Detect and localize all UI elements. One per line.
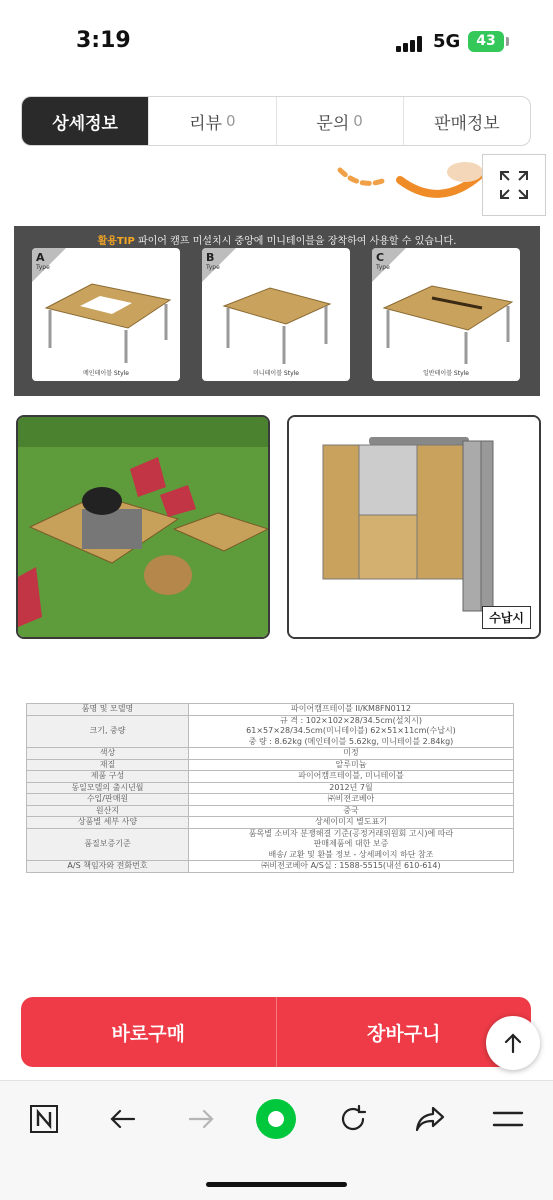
signal-icon <box>396 36 426 52</box>
naver-home-button[interactable] <box>24 1099 64 1139</box>
spec-value: 2012년 7월 <box>189 782 514 794</box>
type-card-c <box>372 248 520 381</box>
tab-label: 리뷰 <box>189 113 223 134</box>
tab-label: 상세정보 <box>52 113 118 134</box>
back-button[interactable] <box>103 1099 143 1139</box>
spec-value: 품목별 소비자 분쟁해결 기준(공정거래위원회 고시)에 따라 판매제품에 대한 보증 배송/ 교환 및 환불 정보 - 상세페이지 하단 참조 <box>189 828 514 861</box>
green-dot-button[interactable] <box>256 1099 296 1139</box>
type-caption: 메인테이블 Style <box>83 370 129 377</box>
table-row <box>27 794 514 806</box>
table-row <box>27 759 514 771</box>
forward-arrow-icon <box>186 1104 216 1134</box>
share-button[interactable] <box>410 1099 450 1139</box>
tab-review[interactable] <box>148 97 275 145</box>
type-card-b <box>202 248 350 381</box>
usage-tip-panel <box>14 226 540 396</box>
spec-value: 파이어캠프테이블 II/KM8FN0112 <box>189 704 514 716</box>
type-card-a <box>32 248 180 381</box>
table-row <box>27 828 514 861</box>
spec-value: 파이어캠프테이블, 미니테이블 <box>189 771 514 783</box>
product-tabs <box>21 96 531 146</box>
spec-key: 크기, 중량 <box>27 715 189 748</box>
spec-key: 원산지 <box>27 805 189 817</box>
expand-button[interactable] <box>482 154 546 216</box>
battery-icon: 43 <box>468 31 504 52</box>
spec-value: 중국 <box>189 805 514 817</box>
menu-button[interactable] <box>488 1099 528 1139</box>
spec-key: 상품별 세부 사양 <box>27 817 189 829</box>
type-letter: B <box>206 251 215 264</box>
camp-scene-photo <box>16 415 270 639</box>
spec-value: 규 격 : 102×102×28/34.5cm(설치시) 61×57×28/34.5cm(미니테이블) 62×51×11cm(수납시) 중 량 : 8.62kg (메인테이블 5.62kg, 미니테이블 2.84kg) <box>189 715 514 748</box>
spec-value: ㈜비젼코베아 <box>189 794 514 806</box>
naver-n-icon <box>29 1104 59 1134</box>
spec-value: 상세이미지 별도표기 <box>189 817 514 829</box>
add-to-cart-button[interactable]: 장바구니 <box>276 997 532 1067</box>
share-icon <box>414 1104 446 1134</box>
table-row <box>27 782 514 794</box>
banner-image-remnant <box>0 150 553 222</box>
type-sub: Type <box>376 264 390 271</box>
buy-now-button[interactable]: 바로구매 <box>21 997 276 1067</box>
table-row <box>27 805 514 817</box>
tab-label: 문의 <box>316 113 350 134</box>
spec-value: ㈜비젼코베아 A/S실 : 1588-5515(내선 610-614) <box>189 861 514 873</box>
spec-key: A/S 책임자와 전화번호 <box>27 861 189 873</box>
spec-value: 알루미늄 <box>189 759 514 771</box>
table-row <box>27 771 514 783</box>
spec-key: 품명 및 모델명 <box>27 704 189 716</box>
purchase-bar <box>21 997 531 1067</box>
storage-photo <box>287 415 541 639</box>
status-bar <box>0 0 553 80</box>
storage-label: 수납시 <box>482 606 531 629</box>
type-sub: Type <box>36 264 50 271</box>
type-letter: C <box>376 251 385 264</box>
forward-button[interactable] <box>181 1099 221 1139</box>
spec-key: 수입/판매원 <box>27 794 189 806</box>
spec-value: 미정 <box>189 748 514 760</box>
spec-key: 동일모델의 출시년월 <box>27 782 189 794</box>
green-dot-icon <box>256 1099 296 1139</box>
table-row <box>27 715 514 748</box>
battery-tip <box>506 37 509 46</box>
menu-icon <box>492 1107 524 1131</box>
expand-icon <box>497 168 531 202</box>
arrow-up-icon <box>501 1031 525 1055</box>
type-letter: A <box>36 251 45 264</box>
product-spec-table <box>26 703 514 873</box>
type-caption: 일반테이블 Style <box>423 370 469 377</box>
spec-key: 품질보증기준 <box>27 828 189 861</box>
tab-label: 판매정보 <box>434 113 500 134</box>
table-row <box>27 861 514 873</box>
refresh-icon <box>338 1104 368 1134</box>
tab-sales-info[interactable] <box>403 97 530 145</box>
tab-inquiry[interactable] <box>276 97 403 145</box>
type-sub: Type <box>206 264 220 271</box>
spec-key: 제품 구성 <box>27 771 189 783</box>
table-row <box>27 748 514 760</box>
tab-count: 0 <box>226 112 236 130</box>
tab-detail[interactable] <box>22 97 148 145</box>
scroll-top-button[interactable] <box>486 1016 540 1070</box>
table-row <box>27 704 514 716</box>
tip-title: 활용TIP 파이어 캠프 미설치시 중앙에 미니테이블을 장착하여 사용할 수 있습니다. <box>97 236 457 247</box>
tab-count: 0 <box>353 112 363 130</box>
back-arrow-icon <box>108 1104 138 1134</box>
table-row <box>27 817 514 829</box>
home-indicator <box>206 1182 347 1187</box>
type-caption: 미니테이블 Style <box>253 370 299 377</box>
refresh-button[interactable] <box>333 1099 373 1139</box>
spec-key: 재질 <box>27 759 189 771</box>
spec-key: 색상 <box>27 748 189 760</box>
network-type: 5G <box>433 31 461 52</box>
status-time: 3:19 <box>76 28 131 53</box>
